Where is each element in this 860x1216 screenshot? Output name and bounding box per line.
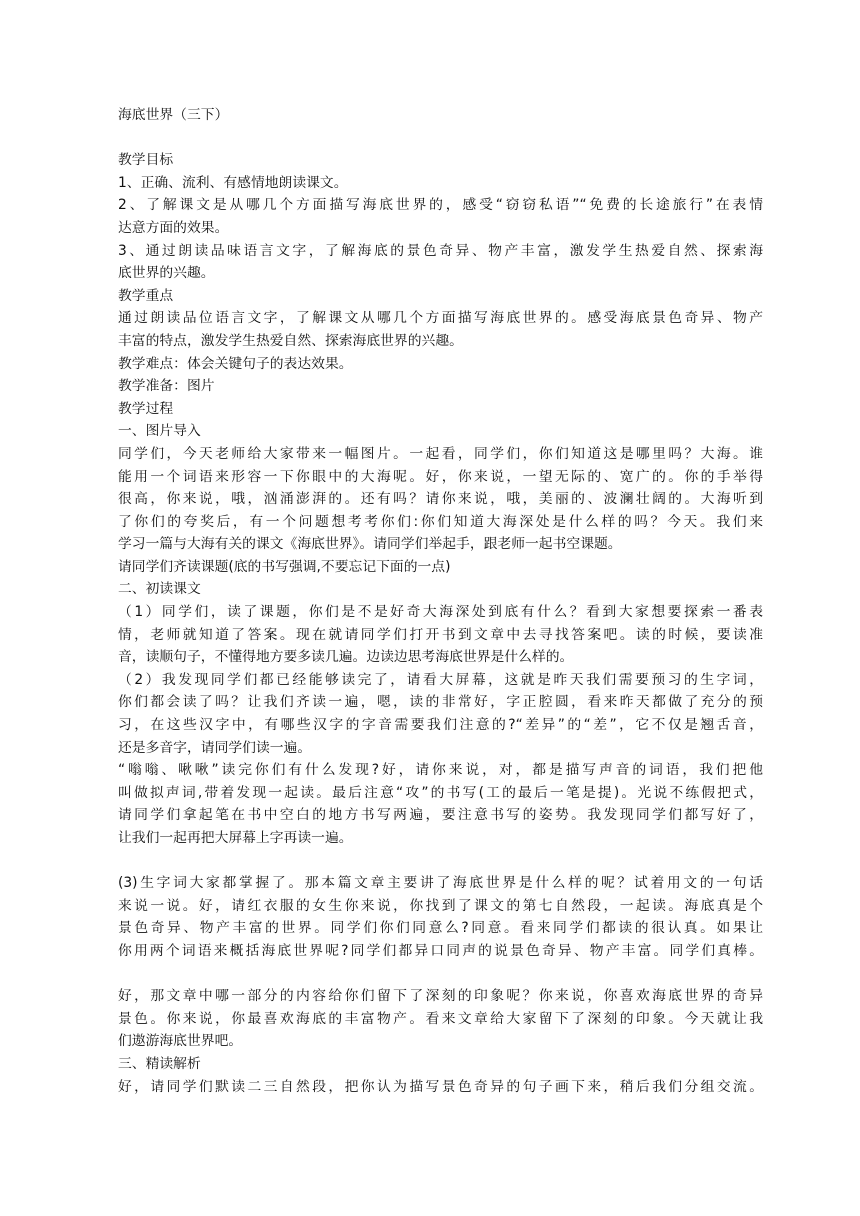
para-4-line-3: 景色奇异、物产丰富的世界。同学们你们同意么?同意。看来同学们都读的很认真。如果让 <box>118 920 763 937</box>
para-4-line-1: (3)生字词大家都掌握了。那本篇文章主要讲了海底世界是什么样的呢？试着用文的一句话 <box>118 875 763 892</box>
document-page <box>118 104 763 1098</box>
para-3-line-2: 叫做拟声词,带着发现一起读。最后注意“攻”的书写(工的最后一笔是提)。光说不练假把式， <box>118 784 763 801</box>
section-1-line-1: 同学们，今天老师给大家带来一幅图片。一起看，同学们，你们知道这是哪里吗？大海。谁 <box>118 445 763 462</box>
section-1-line-2: 能用一个词语来形容一下你眼中的大海呢。好，你来说，一望无际的、宽广的。你的手举得 <box>118 468 763 485</box>
preparation-line: 教学准备：图片 <box>118 378 215 395</box>
objective-3-line-1: 3、通过朗读品味语言文字，了解海底的景色奇异、物产丰富，激发学生热爱自然、探索海 <box>118 242 763 259</box>
section-1-line-4: 了你们的夸奖后，有一个问题想考考你们:你们知道大海深处是什么样的吗？今天。我们来 <box>118 513 763 530</box>
para-5-line-2: 景色。你来说，你最喜欢海底的丰富物产。看来文章给大家留下了深刻的印象。今天就让我 <box>118 1010 763 1027</box>
para-3-line-1: “嗡嗡、啾啾”读完你们有什么发现?好，请你来说，对，都是描写声音的词语，我们把他 <box>118 762 763 779</box>
section-3-line-1: 好，请同学们默读二三自然段，把你认为描写景色奇异的句子画下来，稍后我们分组交流。 <box>118 1078 763 1095</box>
section-3-heading: 三、精读解析 <box>118 1055 201 1072</box>
blank-line <box>118 850 763 873</box>
para-2-line-3: 习，在这些汉字中，有哪些汉字的字音需要我们注意的?“差异”的“差”，它不仅是翘舌音， <box>118 717 763 734</box>
section-1-line-6: 请同学们齐读课题(底的书写强调,不要忘记下面的一点) <box>118 558 451 575</box>
document-title: 海底世界（三下） <box>118 107 229 123</box>
blank-line <box>118 963 763 986</box>
para-1-line-2: 情，老师就知道了答案。现在就请同学们打开书到文章中去寻找答案吧。读的时候，要读准 <box>118 626 763 643</box>
para-5-line-3: 们遨游海底世界吧。 <box>118 1033 243 1050</box>
process-heading: 教学过程 <box>118 400 174 417</box>
keypoint-line-1: 通过朗读品位语言文字，了解课文从哪几个方面描写海底世界的。感受海底景色奇异、物产 <box>118 310 763 327</box>
difficulty-line: 教学难点：体会关键句子的表达效果。 <box>118 355 353 372</box>
keypoint-line-2: 丰富的特点，激发学生热爱自然、探索海底世界的兴趣。 <box>118 332 463 349</box>
blank-line <box>118 127 763 150</box>
objective-3-line-2: 底世界的兴趣。 <box>118 265 215 282</box>
section-1-line-3: 很高，你来说，哦，汹涌澎湃的。还有吗？请你来说，哦，美丽的、波澜壮阔的。大海听到 <box>118 491 763 508</box>
para-4-line-2: 来说一说。好，请红衣服的女生你来说，你找到了课文的第七自然段，一起读。海底真是个 <box>118 897 763 914</box>
para-3-line-4: 让我们一起再把大屏幕上字再读一遍。 <box>118 830 353 846</box>
para-2-line-2: 你们都会读了吗？让我们齐读一遍，嗯，读的非常好，字正腔圆，看来昨天都做了充分的预 <box>118 694 763 711</box>
objectives-heading: 教学目标 <box>118 152 174 169</box>
para-1-line-3: 音，读顺句子，不懂得地方要多读几遍。边读边思考海底世界是什么样的。 <box>118 649 574 666</box>
para-3-line-3: 请同学们拿起笔在书中空白的地方书写两遍，要注意书写的姿势。我发现同学们都写好了， <box>118 807 763 824</box>
section-1-line-5: 学习一篇与大海有关的课文《海底世界》。请同学们举起手，跟老师一起书空课题。 <box>118 536 622 553</box>
keypoint-heading: 教学重点 <box>118 287 174 304</box>
para-4-line-4: 你用两个词语来概括海底世界呢?同学们都异口同声的说景色奇异、物产丰富。同学们真棒。 <box>118 942 763 959</box>
para-1-line-1: （1）同学们，读了课题，你们是不是好奇大海深处到底有什么？看到大家想要探索一番表 <box>118 604 763 621</box>
objective-2-line-2: 达意方面的效果。 <box>118 219 229 236</box>
para-2-line-4: 还是多音字，请同学们读一遍。 <box>118 739 312 756</box>
objective-2-line-1: 2、了解课文是从哪几个方面描写海底世界的，感受“窃窃私语”“免费的长途旅行”在表情 <box>118 197 763 214</box>
objective-1: 1、正确、流利、有感情地朗读课文。 <box>118 174 348 191</box>
section-2-heading: 二、初读课文 <box>118 581 201 598</box>
section-1-heading: 一、图片导入 <box>118 423 201 440</box>
para-5-line-1: 好，那文章中哪一部分的内容给你们留下了深刻的印象呢？你来说，你喜欢海底世界的奇异 <box>118 988 763 1005</box>
para-2-line-1: （2）我发现同学们都已经能够读完了，请看大屏幕，这就是昨天我们需要预习的生字词， <box>118 671 763 688</box>
